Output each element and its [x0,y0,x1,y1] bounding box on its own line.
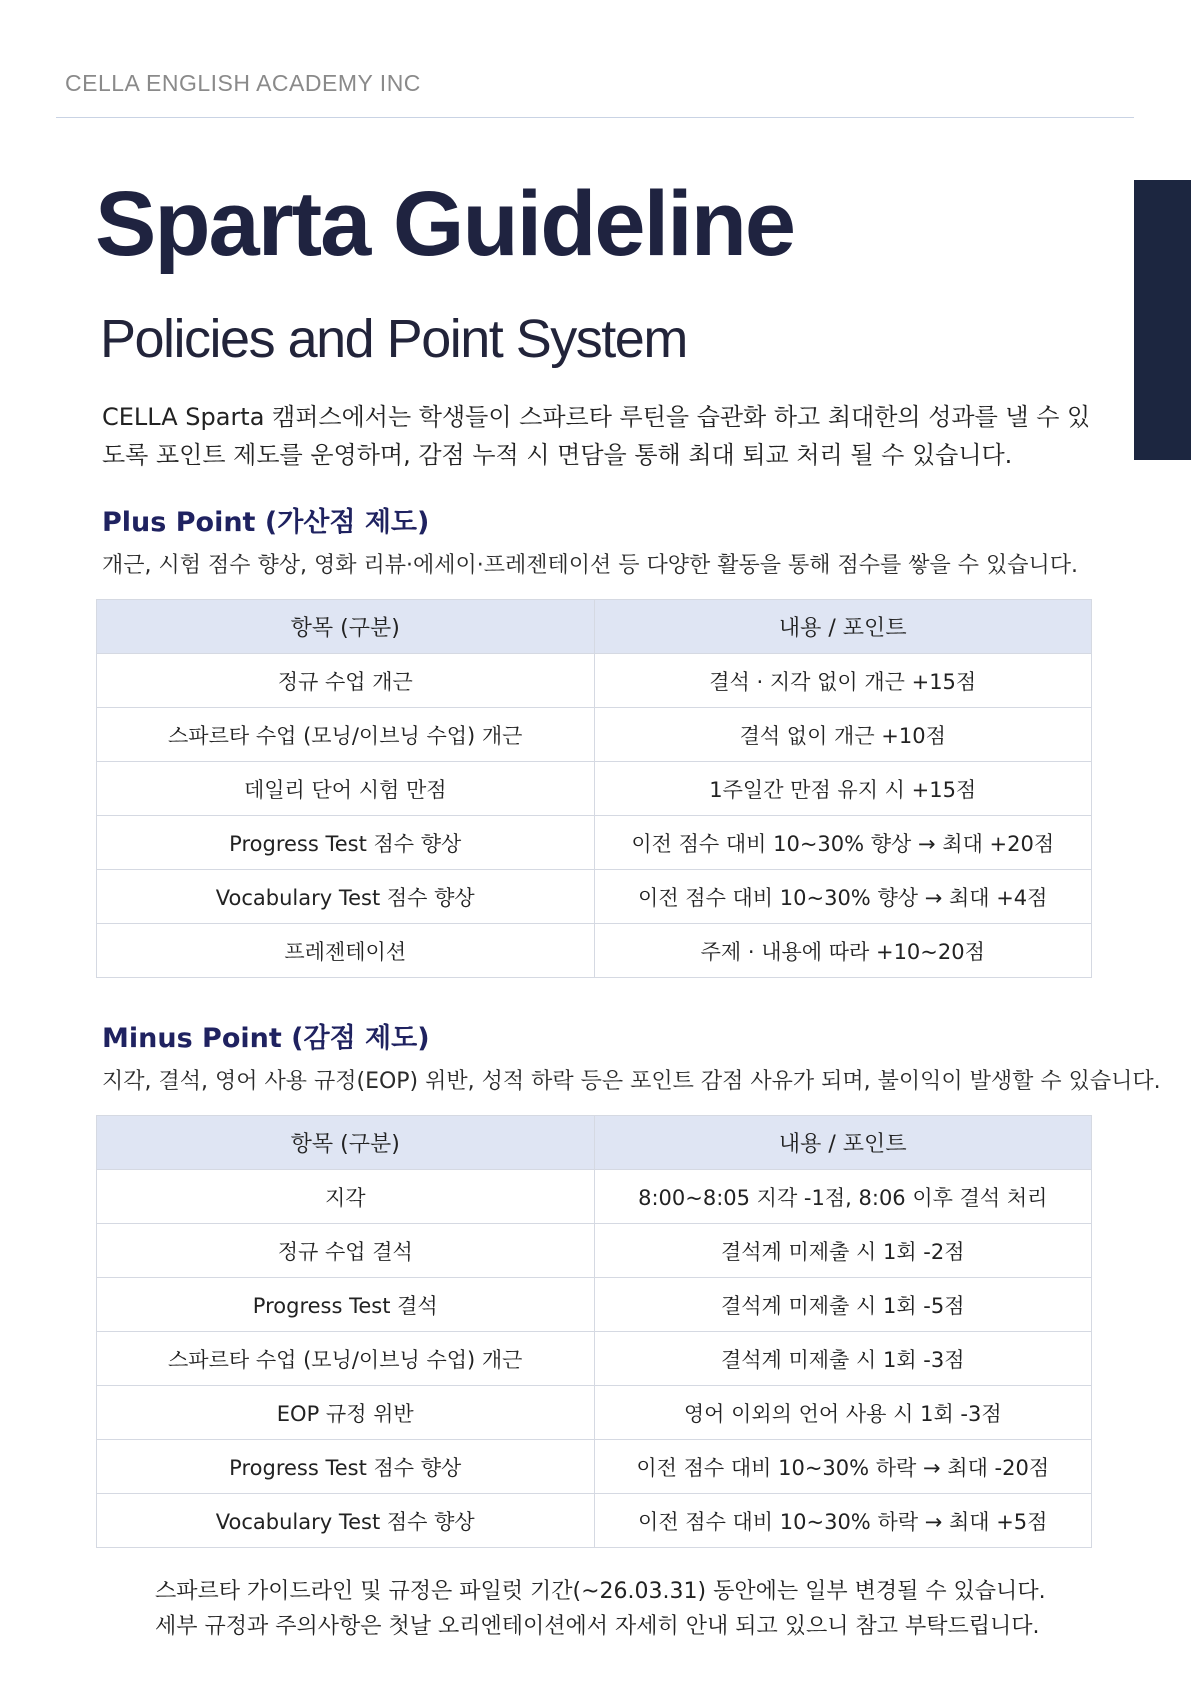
table-row [97,1224,1092,1278]
organization-name: CELLA ENGLISH ACADEMY INC [65,70,421,96]
table-cell-points: 결석계 미제출 시 1회 -2점 [594,1224,1092,1278]
table-cell-item: 프레젠테이션 [97,924,595,978]
side-tab-marker [1134,180,1191,460]
footer-note-line: 스파르타 가이드라인 및 규정은 파일럿 기간(~26.03.31) 동안에는 일부 변경될 수 있습니다. [155,1579,1046,1604]
table-cell-item: 정규 수업 개근 [97,654,595,708]
table-cell-item: EOP 규정 위반 [97,1386,595,1440]
table-cell-item: Vocabulary Test 점수 향상 [97,1494,595,1548]
table-row [97,1440,1092,1494]
table-cell-points: 결석 · 지각 없이 개근 +15점 [594,654,1092,708]
table-row [97,924,1092,978]
table-cell-points: 1주일간 만점 유지 시 +15점 [594,762,1092,816]
table-cell-item: Vocabulary Test 점수 향상 [97,870,595,924]
table-cell-points: 8:00~8:05 지각 -1점, 8:06 이후 결석 처리 [594,1170,1092,1224]
plus-point-description: 개근, 시험 점수 향상, 영화 리뷰·에세이·프레젠테이션 등 다양한 활동을 통해 점수를 쌓을 수 있습니다. [102,553,1078,578]
table-cell-points: 주제 · 내용에 따라 +10~20점 [594,924,1092,978]
table-cell-points: 결석계 미제출 시 1회 -5점 [594,1278,1092,1332]
minus-point-table [96,1115,1092,1548]
footer-note-line: 세부 규정과 주의사항은 첫날 오리엔테이션에서 자세히 안내 되고 있으니 참고 부탁드립니다. [155,1614,1040,1639]
minus-point-heading: Minus Point (감점 제도) [102,1023,430,1054]
column-header-item: 항목 (구분) [97,600,595,654]
table-cell-points: 이전 점수 대비 10~30% 하락 → 최대 +5점 [594,1494,1092,1548]
table-cell-item: 스파르타 수업 (모닝/이브닝 수업) 개근 [97,1332,595,1386]
table-row [97,1386,1092,1440]
page-title: Sparta Guideline [95,173,795,275]
table-cell-points: 이전 점수 대비 10~30% 향상 → 최대 +20점 [594,816,1092,870]
minus-point-description: 지각, 결석, 영어 사용 규정(EOP) 위반, 성적 하락 등은 포인트 감점 사유가 되며, 불이익이 발생할 수 있습니다. [102,1069,1161,1094]
table-cell-item: 정규 수업 결석 [97,1224,595,1278]
table-cell-item: 지각 [97,1170,595,1224]
table-row [97,708,1092,762]
plus-point-table [96,599,1092,978]
table-row [97,870,1092,924]
column-header-points: 내용 / 포인트 [594,600,1092,654]
table-row [97,1332,1092,1386]
column-header-item: 항목 (구분) [97,1116,595,1170]
table-row [97,654,1092,708]
table-cell-item: Progress Test 점수 향상 [97,1440,595,1494]
plus-point-heading: Plus Point (가산점 제도) [102,507,430,538]
footer-note [155,1574,1055,1644]
table-cell-points: 결석계 미제출 시 1회 -3점 [594,1332,1092,1386]
intro-paragraph: CELLA Sparta 캠퍼스에서는 학생들이 스파르타 루틴을 습관화 하고 최대한의 성과를 낼 수 있도록 포인트 제도를 운영하며, 감점 누적 시 면담을 통해 최대 퇴교 처리 될 수 있습니다. [102,403,1091,469]
table-row [97,1170,1092,1224]
table-cell-points: 이전 점수 대비 10~30% 향상 → 최대 +4점 [594,870,1092,924]
table-cell-points: 영어 이외의 언어 사용 시 1회 -3점 [594,1386,1092,1440]
table-cell-points: 이전 점수 대비 10~30% 하락 → 최대 -20점 [594,1440,1092,1494]
table-cell-item: Progress Test 결석 [97,1278,595,1332]
table-cell-item: 데일리 단어 시험 만점 [97,762,595,816]
table-row [97,1278,1092,1332]
table-row [97,762,1092,816]
table-header-row [97,600,1092,654]
table-cell-item: Progress Test 점수 향상 [97,816,595,870]
column-header-points: 내용 / 포인트 [594,1116,1092,1170]
table-header-row [97,1116,1092,1170]
header-divider [56,117,1134,118]
page-subtitle: Policies and Point System [100,309,687,369]
table-cell-item: 스파르타 수업 (모닝/이브닝 수업) 개근 [97,708,595,762]
table-row [97,816,1092,870]
table-row [97,1494,1092,1548]
table-cell-points: 결석 없이 개근 +10점 [594,708,1092,762]
